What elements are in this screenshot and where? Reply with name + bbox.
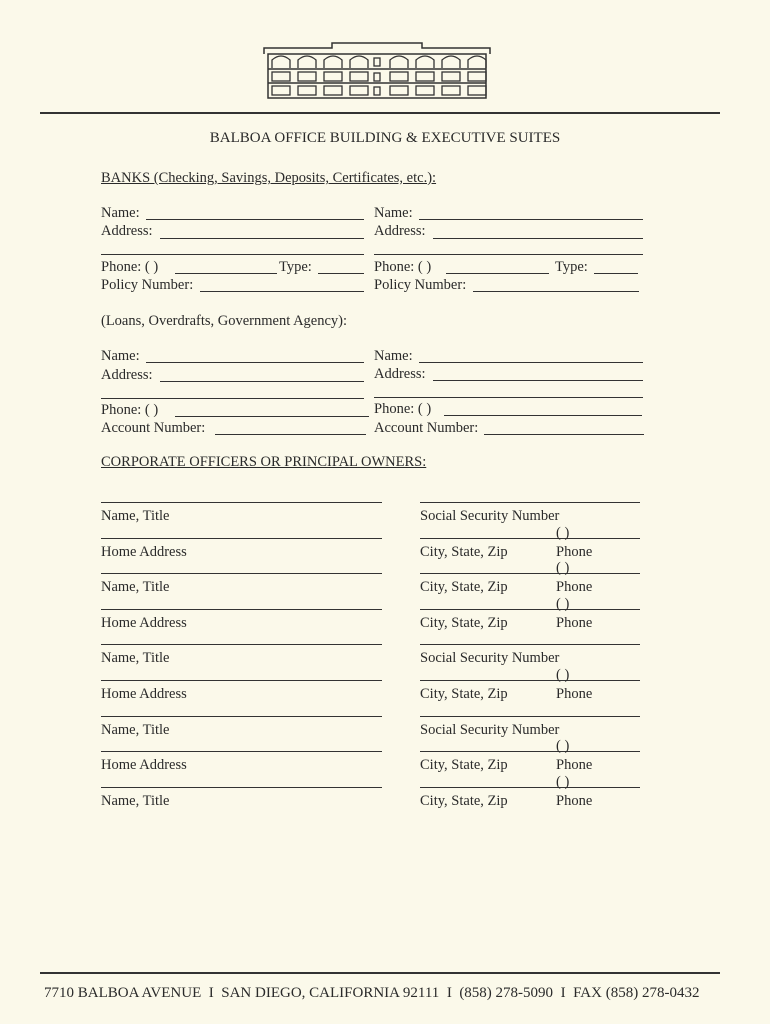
loan1-address-field[interactable]: [160, 381, 364, 382]
officer-right-label: City, State, Zip: [420, 615, 508, 631]
officer-left-label: Name, Title: [101, 793, 170, 809]
bank2-address-line2[interactable]: [374, 254, 643, 255]
footer-sep-2: I: [446, 985, 452, 1001]
officer-left-line[interactable]: [101, 751, 382, 752]
officer-right-label: City, State, Zip: [420, 544, 508, 560]
officer-right-label: Social Security Number: [420, 650, 560, 666]
phone-paren: ( ): [556, 738, 570, 754]
footer-fax: FAX (858) 278-0432: [573, 985, 700, 1001]
phone-paren: ( ): [556, 774, 570, 790]
bank2-address-label: Address:: [374, 223, 426, 239]
loan1-phone-field[interactable]: [175, 416, 369, 417]
footer-sep-1: I: [208, 985, 214, 1001]
officer-right-line[interactable]: [420, 787, 640, 788]
bank2-address-field[interactable]: [433, 238, 643, 239]
officer-phone-label: Phone: [556, 579, 593, 595]
loan2-name-field[interactable]: [419, 362, 643, 363]
bank2-policy-field[interactable]: [473, 291, 639, 292]
bank2-name-field[interactable]: [419, 219, 643, 220]
officer-right-label: City, State, Zip: [420, 757, 508, 773]
bank1-policy-field[interactable]: [200, 291, 364, 292]
officer-left-line[interactable]: [101, 538, 382, 539]
footer-line: [44, 985, 699, 1001]
footer-city: SAN DIEGO, CALIFORNIA 92111: [221, 985, 440, 1001]
officer-left-line[interactable]: [101, 680, 382, 681]
officer-left-label: Name, Title: [101, 579, 170, 595]
officer-right-line[interactable]: [420, 538, 640, 539]
officer-left-line[interactable]: [101, 716, 382, 717]
bank1-type-label: Type:: [279, 259, 312, 275]
officer-left-label: Home Address: [101, 757, 187, 773]
bank2-type-label: Type:: [555, 259, 588, 275]
officer-right-line[interactable]: [420, 680, 640, 681]
bank1-phone-field[interactable]: [175, 273, 277, 274]
phone-paren: ( ): [556, 525, 570, 541]
loan2-address-field[interactable]: [433, 380, 643, 381]
bank1-phone-label: Phone: ( ): [101, 259, 159, 275]
loan1-name-label: Name:: [101, 348, 140, 364]
bank1-address-label: Address:: [101, 223, 153, 239]
bank1-name-label: Name:: [101, 205, 140, 221]
loan2-account-field[interactable]: [484, 434, 644, 435]
bank1-name-field[interactable]: [146, 219, 364, 220]
bank2-phone-field[interactable]: [446, 273, 549, 274]
officer-left-label: Home Address: [101, 615, 187, 631]
footer-phone: (858) 278-5090: [459, 985, 554, 1001]
officer-phone-label: Phone: [556, 544, 593, 560]
bank2-type-field[interactable]: [594, 273, 638, 274]
footer-address: 7710 BALBOA AVENUE: [44, 985, 202, 1001]
officer-right-label: Social Security Number: [420, 508, 560, 524]
loan2-address-line2[interactable]: [374, 397, 643, 398]
officer-right-line[interactable]: [420, 751, 640, 752]
officer-right-label: Social Security Number: [420, 722, 560, 738]
loan1-address-label: Address:: [101, 367, 153, 383]
footer-rule: [40, 972, 720, 974]
officer-right-line[interactable]: [420, 644, 640, 645]
officer-left-line[interactable]: [101, 502, 382, 503]
building-logo-icon: [262, 40, 492, 102]
bank2-phone-label: Phone: ( ): [374, 259, 432, 275]
bank2-name-label: Name:: [374, 205, 413, 221]
banks-heading: BANKS (Checking, Savings, Deposits, Certificates, etc.):: [101, 170, 437, 186]
officer-left-line[interactable]: [101, 644, 382, 645]
officer-phone-label: Phone: [556, 757, 593, 773]
phone-paren: ( ): [556, 560, 570, 576]
officer-right-label: City, State, Zip: [420, 793, 508, 809]
phone-paren: ( ): [556, 596, 570, 612]
loan1-name-field[interactable]: [146, 362, 364, 363]
bank1-address-line2[interactable]: [101, 254, 364, 255]
officer-right-label: City, State, Zip: [420, 686, 508, 702]
officer-right-line[interactable]: [420, 716, 640, 717]
officer-phone-label: Phone: [556, 615, 593, 631]
bank2-policy-label: Policy Number:: [374, 277, 467, 293]
officer-left-label: Name, Title: [101, 722, 170, 738]
officer-phone-label: Phone: [556, 686, 593, 702]
bank1-type-field[interactable]: [318, 273, 364, 274]
page-title: BALBOA OFFICE BUILDING & EXECUTIVE SUITES: [209, 130, 561, 146]
officer-right-label: City, State, Zip: [420, 579, 508, 595]
officer-phone-label: Phone: [556, 793, 593, 809]
loan2-account-label: Account Number:: [374, 420, 479, 436]
officer-right-line[interactable]: [420, 573, 640, 574]
loan2-phone-field[interactable]: [444, 415, 642, 416]
bank1-policy-label: Policy Number:: [101, 277, 194, 293]
loan1-phone-label: Phone: ( ): [101, 402, 159, 418]
loan2-address-label: Address:: [374, 366, 426, 382]
officer-left-label: Home Address: [101, 544, 187, 560]
loan2-name-label: Name:: [374, 348, 413, 364]
officer-right-line[interactable]: [420, 502, 640, 503]
phone-paren: ( ): [556, 667, 570, 683]
officer-left-label: Name, Title: [101, 508, 170, 524]
officer-left-label: Home Address: [101, 686, 187, 702]
loan1-account-label: Account Number:: [101, 420, 206, 436]
officer-left-line[interactable]: [101, 609, 382, 610]
loan2-phone-label: Phone: ( ): [374, 401, 432, 417]
officer-right-line[interactable]: [420, 609, 640, 610]
loan1-account-field[interactable]: [215, 434, 366, 435]
loans-heading: (Loans, Overdrafts, Government Agency):: [101, 313, 348, 329]
officers-heading: CORPORATE OFFICERS OR PRINCIPAL OWNERS:: [101, 454, 427, 470]
header-rule: [40, 112, 720, 114]
officer-left-line[interactable]: [101, 573, 382, 574]
bank1-address-field[interactable]: [160, 238, 364, 239]
officer-left-line[interactable]: [101, 787, 382, 788]
loan1-address-line2[interactable]: [101, 398, 364, 399]
footer-sep-3: I: [560, 985, 566, 1001]
officer-left-label: Name, Title: [101, 650, 170, 666]
